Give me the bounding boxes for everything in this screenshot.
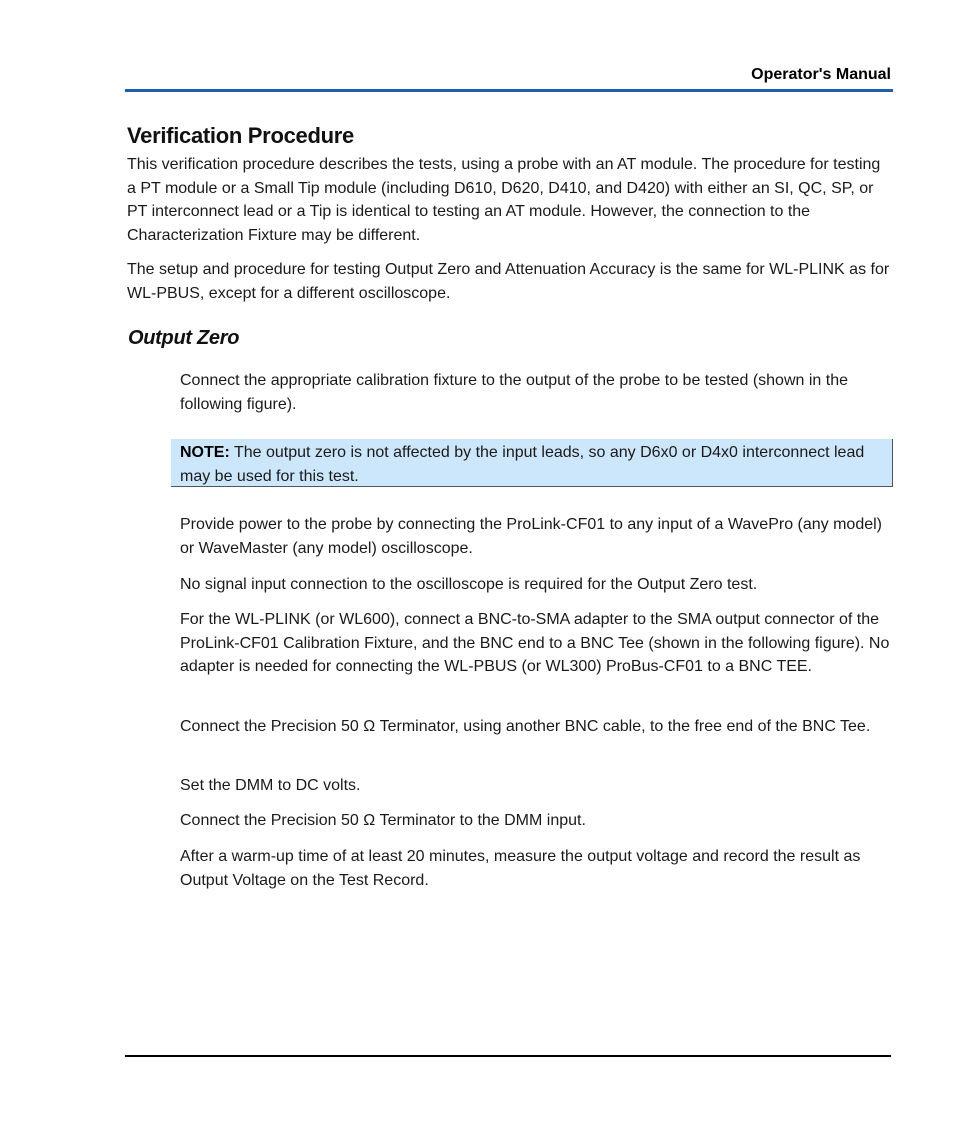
note-label: NOTE: <box>180 444 230 461</box>
step-connect-fixture: Connect the appropriate calibration fixture to the output of the probe to be tested (shown in the following figure). <box>180 372 848 413</box>
step-terminator-to-dmm: Connect the Precision 50 Ω Terminator to the DMM input. <box>180 812 586 829</box>
intro-paragraph-1: This verification procedure describes the tests, using a probe with an AT module. The procedure for testing a PT module or a Small Tip module (including D610, D620, D410, and D420) with either an SI, QC, SP, or PT interconnect lead or a Tip is identical to testing an AT module. However, the connection to the Characterization Fixture may be different. <box>127 156 881 244</box>
section-title: Verification Procedure <box>127 123 354 148</box>
note-text: The output zero is not affected by the input leads, so any D6x0 or D4x0 interconnect lead may be used for this test. <box>180 444 865 485</box>
note-content <box>180 441 892 488</box>
note-box <box>171 439 893 487</box>
subsection-title: Output Zero <box>128 327 240 349</box>
step-bnc-adapter: For the WL-PLINK (or WL600), connect a BNC-to-SMA adapter to the SMA output connector of the ProLink-CF01 Calibration Fixture, and the BNC end to a BNC Tee (shown in the following figure). No adapter is needed for connecting the WL-PBUS (or WL300) ProBus-CF01 to a BNC TEE. <box>180 611 890 675</box>
intro-paragraph-2: The setup and procedure for testing Output Zero and Attenuation Accuracy is the same for WL-PLINK as for WL-PBUS, except for a different oscilloscope. <box>127 261 890 302</box>
header-divider <box>125 89 893 92</box>
step-no-signal-input: No signal input connection to the oscilloscope is required for the Output Zero test. <box>180 576 758 593</box>
step-measure-output: After a warm-up time of at least 20 minutes, measure the output voltage and record the result as Output Voltage on the Test Record. <box>180 848 861 889</box>
step-connect-terminator: Connect the Precision 50 Ω Terminator, using another BNC cable, to the free end of the BNC Tee. <box>180 718 871 735</box>
step-provide-power: Provide power to the probe by connecting the ProLink-CF01 to any input of a WavePro (any model) or WaveMaster (any model) oscilloscope. <box>180 516 883 557</box>
footer-divider <box>125 1055 891 1057</box>
step-set-dmm: Set the DMM to DC volts. <box>180 777 361 794</box>
running-header-title: Operator's Manual <box>751 66 891 83</box>
